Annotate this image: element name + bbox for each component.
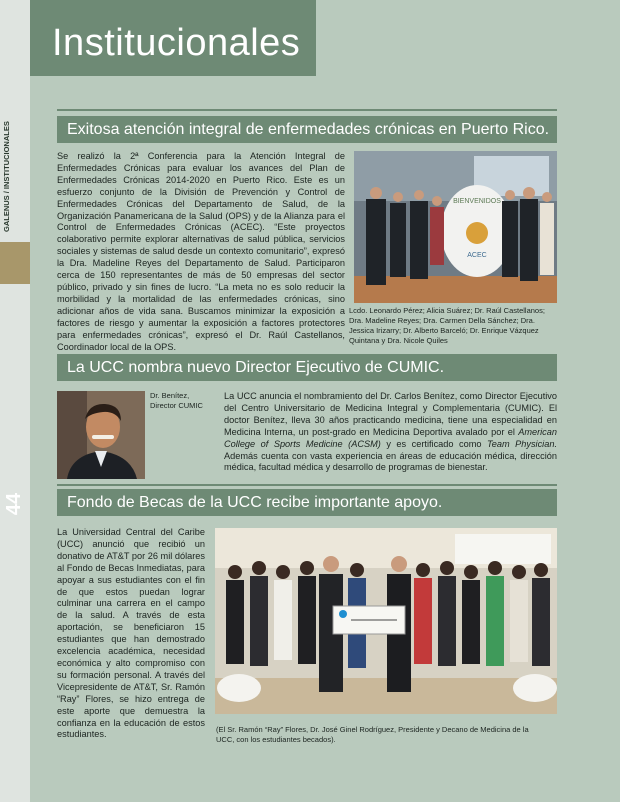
article3-heading: Fondo de Becas de la UCC recibe importante apoyo. <box>57 489 557 516</box>
portrait-caption <box>150 391 220 411</box>
article3-photo-caption: (El Sr. Ramón “Ray” Flores, Dr. José Ginel Rodríguez, Presidente y Decano de Medicina de la UCC, con los estudiantes becados). <box>216 725 529 744</box>
acec-logo-text: ACEC <box>467 252 487 259</box>
article1-photo-caption: Lcdo. Leonardo Pérez; Alicia Suárez; Dr. Raúl Castellanos; Dra. Madeline Reyes; Dra. Carmen Della Sánchez; Dra. Jessica Irizarry; Dr. Alberto Barceló; Dr. Enrique Vázquez Quintana y Dra. Nicole Quiles <box>349 306 545 345</box>
side-running-label <box>2 206 16 232</box>
article2-heading: La UCC nombra nuevo Director Ejecutivo de CUMIC. <box>57 354 557 381</box>
article2-body-part: Además cuenta con vasta experiencia en áreas de educación médica, dirección médica, facultad médica y desarrollo de programas de bienestar. <box>224 450 557 473</box>
portrait-caption-role: Director CUMIC <box>150 401 203 410</box>
director-portrait <box>57 391 145 479</box>
article3-body: La Universidad Central del Caribe (UCC) anunció que recibió un donativo de AT&T por 26 mil dólares al Fondo de Becas Inmediatas, para apoyar a sus estudiantes con el fin de que estos puedan lograr culminar una carrera en el campo de la salud. A través de esta aportación, se beneficiaron 15 estudiantes que han demostrado excelencia académica, necesidad económica y alto compromiso con su formación personal. A través del Vicepresidente de AT&T, Sr. Ramón “Ray” Flores, se hizo entrega de este aporte que demuestra la confianza en la educación de estos estudiantes. <box>57 527 205 740</box>
page-number-band <box>0 242 30 516</box>
article2-body-part: y es certificado como <box>380 438 487 449</box>
acsm-name: American College of Sports Medicine (ACSM) <box>224 426 557 449</box>
article2-body <box>224 391 557 474</box>
portrait-caption-name: Dr. Benítez, <box>150 391 190 400</box>
article1-body: Se realizó la 2ª Conferencia para la Atención Integral de Enfermedades Crónicas para evaluar los avances del Plan de Enfermedades Crónicas 2014-2020 en Puerto Rico. Este es un esfuerzo conjunto de la División de Prevención y Control de Enfermedades Crónicas del Departamento de Salud, de la Organización Panamericana de la Salud (OPS) y de la Alianza para el Control de Enfermedades Crónicas (ACEC). “Este proyectos colaborativo permite explorar alternativas de salud pública, servicios sociales y sistemas de salud desde un contexto comunitario”, expresó la Dra. Madeline Reyes del Departamento de Salud. Participaron cerca de 150 representantes de más de 50 empresas del sector público, privado y sin fines de lucro. “La meta no es solo reducir la morbilidad y la mortalidad de las enfermedades crónicas, sino adicionar años de vida sana. Buscamos minimizar la exposición a factores de riesgo y aumentar la exposición a factores protectores para enfermedades crónicas”, expresó el Dr. Raúl Castellanos, Coordinador local de la OPS. <box>57 151 345 352</box>
article1-heading: Exitosa atención integral de enfermedades crónicas en Puerto Rico. <box>57 116 557 143</box>
scholarship-group-photo <box>215 528 557 714</box>
conference-group-photo <box>354 151 557 303</box>
page-number: 44 <box>3 492 25 516</box>
divider <box>57 484 557 486</box>
divider <box>57 109 557 111</box>
team-physician: Team Physician. <box>486 438 558 449</box>
page-title: Institucionales <box>52 22 301 64</box>
article2-body-part: La UCC anuncia el nombramiento del Dr. Carlos Benítez, como Director Ejecutivo del Centro Universitario de Medicina Integral y Complementaria (CUMIC). El doctor Benítez, lleva 30 años practicando medicina, tiene una especialidad en Medicina Interna, un post-grado en Medicina Deportiva avalado por el <box>224 391 557 437</box>
banner-word: BIENVENIDOS <box>453 198 501 205</box>
